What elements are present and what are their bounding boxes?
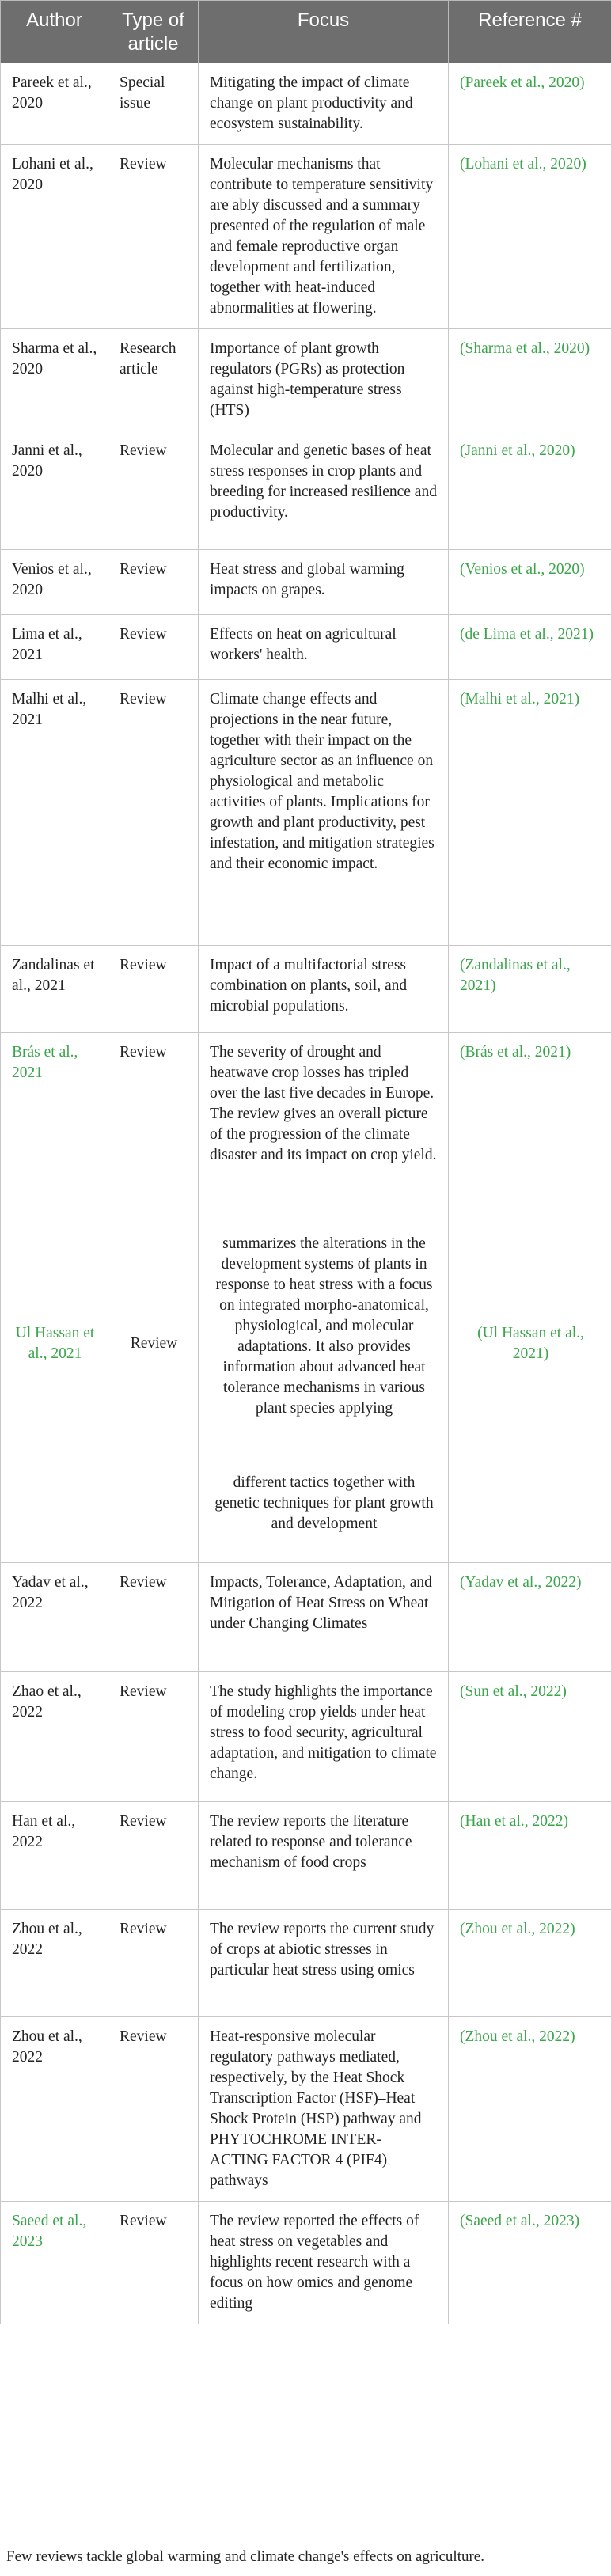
type-cell: Research article xyxy=(108,329,199,431)
header-row xyxy=(1,1,611,63)
reference-link[interactable]: (Zhou et al., 2022) xyxy=(449,2017,611,2202)
type-cell: Review xyxy=(108,1910,199,2017)
table-row xyxy=(1,329,611,431)
reference-link[interactable]: (Zandalinas et al., 2021) xyxy=(449,946,611,1033)
focus-cell: The study highlights the importance of modeling crop yields under heat stress to food security, agricultural adaptation, and mitigation to climate change. xyxy=(199,1672,449,1802)
reference-link[interactable]: (de Lima et al., 2021) xyxy=(449,615,611,680)
reference-link[interactable]: (Saeed et al., 2023) xyxy=(449,2202,611,2324)
focus-cell: The review reports the current study of crops at abiotic stresses in particular heat stress using omics xyxy=(199,1910,449,2017)
type-cell xyxy=(108,1463,199,1563)
author-cell: Venios et al., 2020 xyxy=(1,550,108,615)
author-cell: Yadav et al., 2022 xyxy=(1,1563,108,1672)
focus-cell: Effects on heat on agricultural workers' health. xyxy=(199,615,449,680)
focus-cell: Molecular and genetic bases of heat stress responses in crop plants and breeding for increased resilience and productivity. xyxy=(199,431,449,550)
focus-cell: Heat-responsive molecular regulatory pathways mediated, respectively, by the Heat Shock Transcription Factor (HSF)–Heat Shock Protein (HSP) pathway and PHYTOCHROME INTER-ACTING FACTOR 4 (PIF4) pathways xyxy=(199,2017,449,2202)
table-row xyxy=(1,946,611,1033)
reference-link[interactable]: (Brás et al., 2021) xyxy=(449,1033,611,1224)
author-cell: Malhi et al., 2021 xyxy=(1,680,108,946)
table-row xyxy=(1,1463,611,1563)
author-cell: Zhou et al., 2022 xyxy=(1,1910,108,2017)
author-cell: Sharma et al., 2020 xyxy=(1,329,108,431)
reference-cell xyxy=(449,1463,611,1563)
focus-cell: Impact of a multifactorial stress combination on plants, soil, and microbial populations. xyxy=(199,946,449,1033)
author-cell: Pareek et al., 2020 xyxy=(1,63,108,145)
focus-cell: Heat stress and global warming impacts on grapes. xyxy=(199,550,449,615)
focus-cell: Mitigating the impact of climate change on plant productivity and ecosystem sustainability. xyxy=(199,63,449,145)
table-row xyxy=(1,1672,611,1802)
reference-link[interactable]: (Zhou et al., 2022) xyxy=(449,1910,611,2017)
type-cell: Review xyxy=(108,2017,199,2202)
header-author: Author xyxy=(1,1,108,63)
reference-link[interactable]: (Sharma et al., 2020) xyxy=(449,329,611,431)
type-cell: Review xyxy=(108,145,199,329)
type-cell: Review xyxy=(108,1802,199,1910)
type-cell: Review xyxy=(108,1033,199,1224)
table-row xyxy=(1,2202,611,2324)
focus-cell: Impacts, Tolerance, Adaptation, and Mitigation of Heat Stress on Wheat under Changing Climates xyxy=(199,1563,449,1672)
table-row xyxy=(1,2017,611,2202)
table-row xyxy=(1,63,611,145)
author-link[interactable]: Ul Hassan et al., 2021 xyxy=(1,1224,108,1463)
table-caption: Few reviews tackle global warming and climate change's effects on agriculture. xyxy=(6,2548,484,2565)
author-cell: Lima et al., 2021 xyxy=(1,615,108,680)
author-cell: Zhou et al., 2022 xyxy=(1,2017,108,2202)
table-row xyxy=(1,1910,611,2017)
table-row xyxy=(1,680,611,946)
focus-cell: Importance of plant growth regulators (PGRs) as protection against high-temperature stress (HTS) xyxy=(199,329,449,431)
type-cell: Review xyxy=(108,431,199,550)
reference-link[interactable]: (Ul Hassan et al., 2021) xyxy=(449,1224,611,1463)
table-row xyxy=(1,1033,611,1224)
type-cell: Review xyxy=(108,1224,199,1463)
reference-link[interactable]: (Han et al., 2022) xyxy=(449,1802,611,1910)
focus-cell: Molecular mechanisms that contribute to temperature sensitivity are ably discussed and a summary presented of the regulation of male and female reproductive organ development and fertilization, together with heat-induced abnormalities at flowering. xyxy=(199,145,449,329)
focus-cell: The review reports the literature related to response and tolerance mechanism of food crops xyxy=(199,1802,449,1910)
table-row xyxy=(1,1563,611,1672)
type-cell: Review xyxy=(108,2202,199,2324)
type-cell: Review xyxy=(108,1672,199,1802)
header-reference: Reference # xyxy=(449,1,611,63)
type-cell: Special issue xyxy=(108,63,199,145)
reference-link[interactable]: (Janni et al., 2020) xyxy=(449,431,611,550)
reference-link[interactable]: (Malhi et al., 2021) xyxy=(449,680,611,946)
header-focus: Focus xyxy=(199,1,449,63)
author-cell xyxy=(1,1463,108,1563)
table-row xyxy=(1,1802,611,1910)
author-cell: Janni et al., 2020 xyxy=(1,431,108,550)
table-row xyxy=(1,550,611,615)
type-cell: Review xyxy=(108,550,199,615)
focus-cell: Climate change effects and projections in the near future, together with their impact on the agriculture sector as an influence on physiological and metabolic activities of plants. Implications for growth and plant productivity, pest infestation, and mitigation strategies and their economic impact. xyxy=(199,680,449,946)
type-cell: Review xyxy=(108,946,199,1033)
table-row xyxy=(1,1224,611,1463)
type-cell: Review xyxy=(108,680,199,946)
focus-cell: The review reported the effects of heat stress on vegetables and highlights recent research with a focus on how omics and genome editing xyxy=(199,2202,449,2324)
author-cell: Lohani et al., 2020 xyxy=(1,145,108,329)
focus-cell: The severity of drought and heatwave crop losses has tripled over the last five decades in Europe. The review gives an overall picture of the progression of the climate disaster and its impact on crop yield. xyxy=(199,1033,449,1224)
focus-cell: summarizes the alterations in the development systems of plants in response to heat stress with a focus on integrated morpho-anatomical, physiological, and molecular adaptations. It also provides information about advanced heat tolerance mechanisms in various plant species applying xyxy=(199,1224,449,1463)
reference-link[interactable]: (Sun et al., 2022) xyxy=(449,1672,611,1802)
header-type: Type of article xyxy=(108,1,199,63)
type-cell: Review xyxy=(108,1563,199,1672)
reference-link[interactable]: (Lohani et al., 2020) xyxy=(449,145,611,329)
author-cell: Zandalinas et al., 2021 xyxy=(1,946,108,1033)
focus-cell: different tactics together with genetic techniques for plant growth and development xyxy=(199,1463,449,1563)
author-cell: Zhao et al., 2022 xyxy=(1,1672,108,1802)
author-cell: Han et al., 2022 xyxy=(1,1802,108,1910)
reference-link[interactable]: (Venios et al., 2020) xyxy=(449,550,611,615)
reference-link[interactable]: (Pareek et al., 2020) xyxy=(449,63,611,145)
table-row xyxy=(1,145,611,329)
reference-link[interactable]: (Yadav et al., 2022) xyxy=(449,1563,611,1672)
type-cell: Review xyxy=(108,615,199,680)
author-link[interactable]: Saeed et al., 2023 xyxy=(1,2202,108,2324)
table-row xyxy=(1,431,611,550)
table-row xyxy=(1,615,611,680)
author-link[interactable]: Brás et al., 2021 xyxy=(1,1033,108,1224)
